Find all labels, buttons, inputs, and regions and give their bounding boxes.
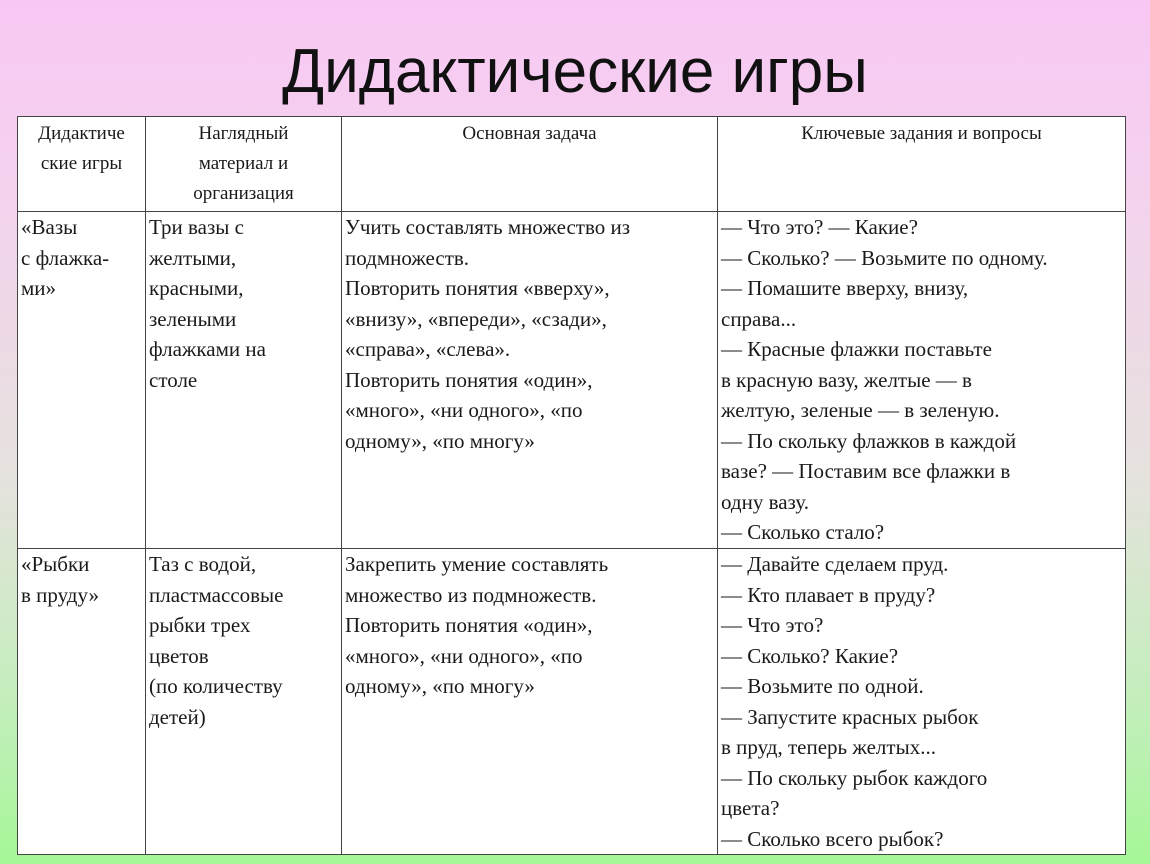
cell-task: Учить составлять множество из подмножеств. Повторить понятия «вверху», «внизу», «впереди», «сзади», «справа», «слева». Повторить понятия «один», «много», «ни одного», «по одному», «по многу» (342, 212, 718, 549)
slide-title: Дидактические игры (282, 37, 868, 106)
cell-material: Таз с водой, пластмассовые рыбки трех цветов (по количеству детей) (146, 549, 342, 855)
games-table (17, 116, 1126, 855)
cell-questions: — Что это? — Какие? — Сколько? — Возьмите по одному. — Помашите вверху, внизу, справа... — Красные флажки поставьте в красную вазу, желтые — в желтую, зеленые — в зеленую. — По скольку флажков в каждой вазе? — Поставим все флажки в одну вазу. — Сколько стало? (718, 212, 1126, 549)
cell-questions: — Давайте сделаем пруд. — Кто плавает в пруду? — Что это? — Сколько? Какие? — Возьмите по одной. — Запустите красных рыбок в пруд, теперь желтых... — По скольку рыбок каждого цвета? — Сколько всего рыбок? (718, 549, 1126, 855)
header-questions: Ключевые задания и вопросы (718, 117, 1126, 212)
cell-task: Закрепить умение составлять множество из подмножеств. Повторить понятия «один», «много», «ни одного», «по одному», «по многу» (342, 549, 718, 855)
cell-game: «Вазы с флажка- ми» (18, 212, 146, 549)
table-header-row (18, 117, 1126, 212)
header-material: Наглядный материал и организация (146, 117, 342, 212)
cell-game: «Рыбки в пруду» (18, 549, 146, 855)
table-row (18, 212, 1126, 549)
games-table-container (17, 116, 1125, 855)
header-game: Дидактиче ские игры (18, 117, 146, 212)
header-task: Основная задача (342, 117, 718, 212)
table-row (18, 549, 1126, 855)
cell-material: Три вазы с желтыми, красными, зелеными флажками на столе (146, 212, 342, 549)
